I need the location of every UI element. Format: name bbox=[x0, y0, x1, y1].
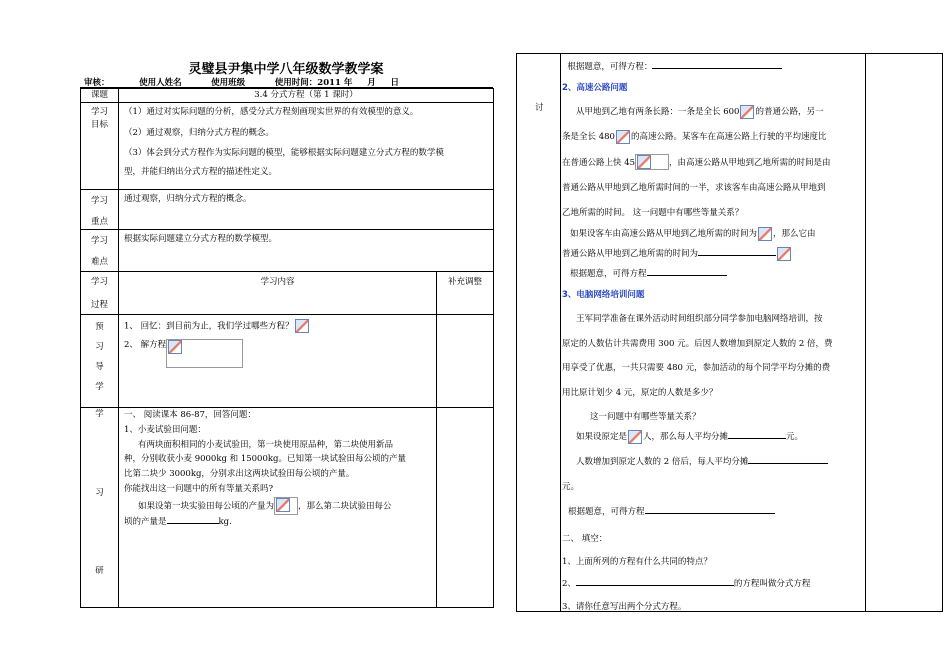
equation-image-icon bbox=[168, 340, 182, 354]
objectives-label: 学习 目标 bbox=[81, 102, 119, 189]
preview-supplement bbox=[437, 314, 494, 407]
objectives: （1）通过对实际问题的分析，感受分式方程刻画现实世界的有效模型的意义。 （2）通过观察，归纳分式方程的概念。 （3）体会到分式方程作为实际问题的模型，能够根据实际问题建立分式方程的数学模 型，并能归纳出分式方程的描述性定义。 bbox=[119, 102, 494, 189]
preview-content: 1、 回忆：到目前为止，我们学过哪些方程？ 2、 解方程 bbox=[119, 314, 437, 407]
equation-box bbox=[274, 497, 298, 515]
variable-image-icon bbox=[628, 430, 642, 444]
supplement-header: 补充调整 bbox=[437, 271, 494, 314]
study-supplement bbox=[437, 407, 494, 607]
right-supplement-column bbox=[865, 53, 944, 612]
unit-box bbox=[635, 154, 669, 170]
highway-question: 如果设客车由高速公路从甲地到乙地所需的时间为 ，那么它由 普通公路从甲地到乙地所需的时间为 根据题意，可得方程 bbox=[562, 224, 862, 284]
section-network-title: 3、电脑网络培训问题 bbox=[562, 290, 645, 300]
key-point: 通过观察，归纳分式方程的概念。 bbox=[119, 189, 494, 229]
equation-image-icon bbox=[276, 498, 290, 512]
lesson-table bbox=[80, 88, 494, 608]
variable-image-icon bbox=[777, 247, 791, 261]
study-label: 学 习 研 bbox=[81, 407, 119, 607]
topic-label: 课题 bbox=[81, 89, 119, 103]
right-line1: 根据题意，可得方程： bbox=[562, 61, 862, 74]
study-content: 一、 阅读课本 86-87，回答问题： 1、小麦试验田问题： 有两块面积相同的小麦试验田，第一块使用原品种，第二块使用新品 种，分别收获小麦 9000kg 和 15000kg。已知第一块试验田每公顷的产量 比第二块少 3000kg，分别求出这两块试验田每公顷的产量。 你能找出这一问题中的所有等量关系吗? 如果设第一块实验田每公顷的产量为 ，那么第二块试验田每公 顷的产量是 kg. bbox=[119, 407, 437, 607]
key-label: 学习 重点 bbox=[81, 189, 119, 229]
fill-in-section: 二、 填空： 1、上面所列的方程有什么共同的特点？ 2、 的方程叫做分式方程 3、请你任意写出两个分式方程。 bbox=[562, 534, 811, 612]
section-highway-title: 2、高速公路问题 bbox=[562, 83, 628, 93]
preview-label: 预 习 导 学 bbox=[81, 314, 119, 407]
process-label: 学习 过程 bbox=[81, 271, 119, 314]
topic: 3.4 分式方程（第 1 课时） bbox=[119, 89, 494, 103]
network-question: 如果设原定是 人，那么每人平均分摊 元。 人数增加到原定人数的 2 倍后，每人平均分摊 元。 根据题意，可得方程 bbox=[562, 425, 862, 525]
unit-image-icon bbox=[616, 130, 630, 144]
content-header: 学习内容 bbox=[119, 271, 437, 314]
highway-problem: 从甲地到乙地有两条长路：一条是全长 600 的普通公路，另一 条是全长 480 的高速公路。某客车在高速公路上行驶的平均速度比 在普通公路上快 45 ，由高速公路从甲地到乙地所需的时间是由 普通公路从甲地到乙地所需时间的一半，求该客车由高速公路从甲地到 乙地所需的时间。 这一问题中有哪些等量关系？ bbox=[562, 100, 862, 226]
meta-line: 审核： 使用人姓名 使用班级 使用时间：2011 年 月 日 bbox=[84, 78, 399, 88]
difficulty: 根据实际问题建立分式方程的数学模型。 bbox=[119, 229, 494, 271]
variable-image-icon bbox=[758, 227, 772, 241]
equation-image-icon bbox=[295, 319, 309, 333]
unit-image-icon bbox=[637, 155, 651, 169]
side-label: 讨 bbox=[535, 103, 544, 113]
unit-image-icon bbox=[740, 105, 754, 119]
right-label-column bbox=[516, 53, 561, 612]
network-problem: 王军同学准备在课外活动时间组织部分同学参加电脑网络培训，按 原定的人数估计共需费用 300 元。后因人数增加到原定人数的 2 倍，费 用享受了优惠，一共只需要 480 元，参加活动的每个同学平均分摊的费 用比原计划少 4 元，原定的人数是多少？ 这一问题中有哪些等量关系？ bbox=[562, 314, 833, 422]
difficulty-label: 学习 难点 bbox=[81, 229, 119, 271]
equation-box bbox=[166, 339, 243, 368]
page-title: 灵璧县尹集中学八年级数学教学案 bbox=[188, 62, 384, 77]
